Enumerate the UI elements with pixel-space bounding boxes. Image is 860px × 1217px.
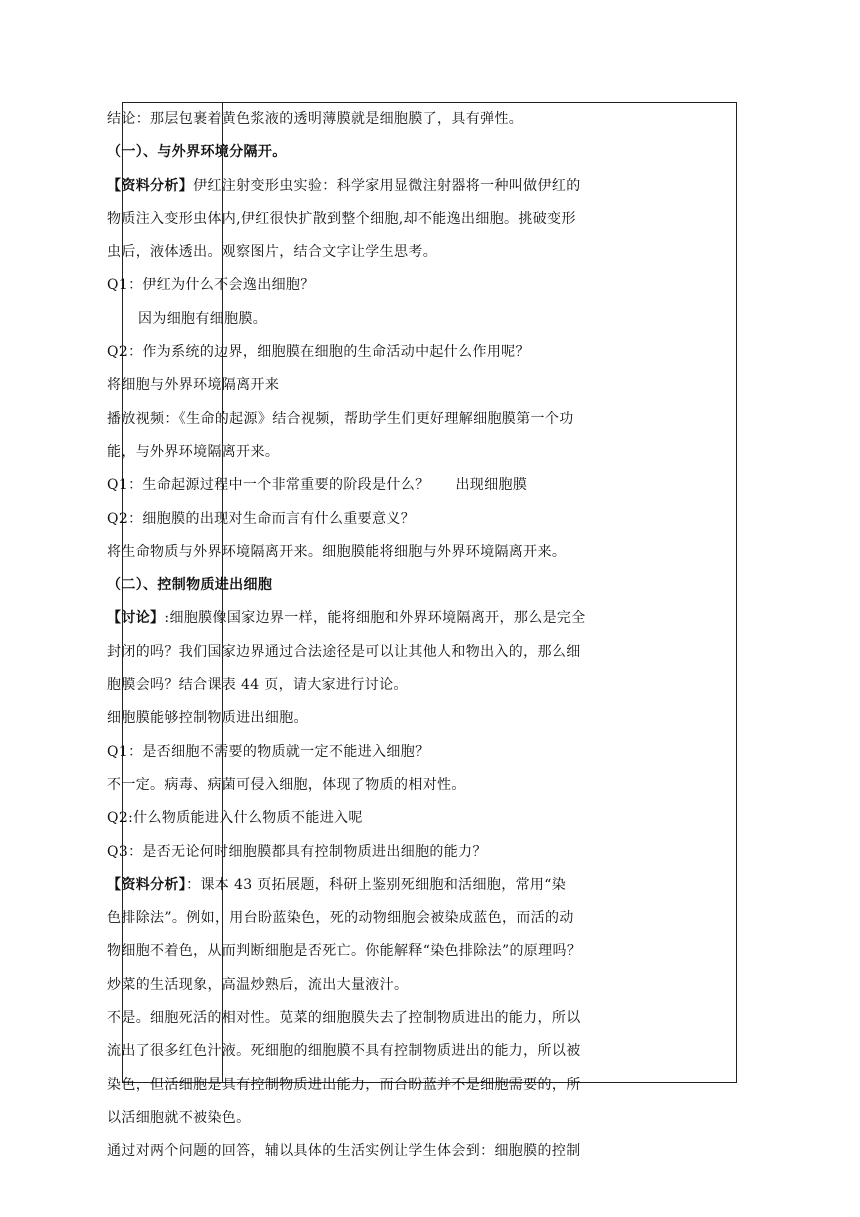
text-line: 物细胞不着色，从而判断细胞是否死亡。你能解释“染色排除法”的原理吗？ [107,943,582,960]
answer-line: 流出了很多红色汁液。死细胞的细胞膜不具有控制物质进出的能力，所以被 [107,1043,581,1060]
question-line: Q2:什么物质能进入什么物质不能进入呢 [107,810,363,827]
text-line: 播放视频：《生命的起源》结合视频，帮助学生们更好理解细胞膜第一个功 [107,410,574,427]
question-line: Q2：细胞膜的出现对生命而言有什么重要意义？ [107,510,416,527]
text-line: 【讨论】:细胞膜像国家边界一样，能将细胞和外界环境隔离开，那么是完全 [107,610,586,627]
text-line: 胞膜会吗？结合课表 44 页，请大家进行讨论。 [107,677,408,694]
text-line: 物质注入变形虫体内,伊红很快扩散到整个细胞,却不能逸出细胞。挑破变形 [107,210,576,227]
text-line: 色排除法”。例如，用台盼蓝染色，死的动物细胞会被染成蓝色，而活的动 [107,910,574,927]
section-heading: （一）、与外界环境分隔开。 [107,144,287,161]
answer-line: 不一定。病毒、病菌可侵入细胞，体现了物质的相对性。 [107,776,466,793]
text-line: 封闭的吗？我们国家边界通过合法途径是可以让其他人和物出入的，那么细 [107,643,581,660]
answer-line: 将生命物质与外界环境隔离开来。细胞膜能将细胞与外界环境隔离开来。 [107,543,567,560]
answer-line: 将细胞与外界环境隔离开来 [107,377,280,394]
answer-line: 染色，但活细胞是具有控制物质进出能力，而台盼蓝并不是细胞需要的，所 [107,1076,581,1093]
text-line: 【资料分析】伊红注射变形虫实验：科学家用显微注射器将一种叫做伊红的 [107,177,581,194]
question-line: Q1：是否细胞不需要的物质就一定不能进入细胞？ [107,743,430,760]
lesson-content [107,103,615,1169]
answer-line: 不是。细胞死活的相对性。苋菜的细胞膜失去了控制物质进出的能力，所以 [107,1010,581,1027]
text-line: 细胞膜能够控制物质进出细胞。 [107,710,308,727]
answer-line: 因为细胞有细胞膜。 [138,310,268,327]
text-line: 炒菜的生活现象，高温炒熟后，流出大量液汁。 [107,976,409,993]
question-line: Q1：生命起源过程中一个非常重要的阶段是什么？ 出现细胞膜 [107,477,528,494]
question-line: Q3：是否无论何时细胞膜都具有控制物质进出细胞的能力？ [107,843,487,860]
text-line: 能，与外界环境隔离开来。 [107,443,280,460]
question-line: Q2：作为系统的边界，细胞膜在细胞的生命活动中起什么作用呢？ [107,344,530,361]
text-line: 通过对两个问题的回答，辅以具体的生活实例让学生体会到：细胞膜的控制 [107,1143,581,1160]
text-line: 【资料分析】：课本 43 页拓展题，科研上鉴别死细胞和活细胞，常用“染 [107,876,567,893]
answer-line: 以活细胞就不被染色。 [107,1109,251,1126]
text-line: 虫后，液体透出。观察图片，结合文字让学生思考。 [107,244,438,261]
question-line: Q1：伊红为什么不会逸出细胞？ [107,277,315,294]
text-line: 结论：那层包裹着黄色浆液的透明薄膜就是细胞膜了，具有弹性。 [107,111,524,127]
section-heading: （二）、控制物质进出细胞 [107,577,273,594]
